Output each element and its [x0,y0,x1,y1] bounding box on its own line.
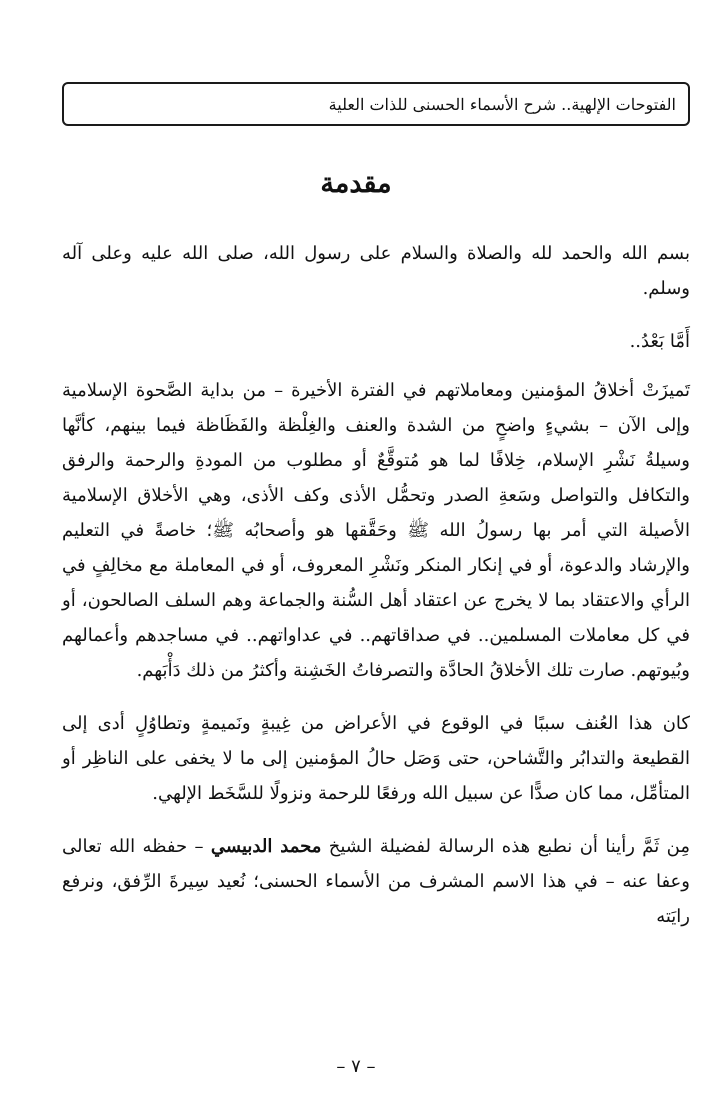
paragraph-2: كان هذا العُنف سببًا في الوقوع في الأعراض من غِيبةٍ ونَميمةٍ وتطاوُلٍ أدى إلى القطيعة والتدابُر والتَّشاحن، حتى وَصَل حالُ المؤمنين إلى ما لا يخفى على الناظِر أو المتأمِّل، مما كان صدًّا عن سبيل الله ورفعًا للرحمة ونزولًا للسَّخَط الإلهي. [62,713,690,804]
paragraph-3 [62,829,690,934]
paragraph-basmala: بسم الله والحمد لله والصلاة والسلام على رسول الله، صلى الله عليه وعلى آله وسلم. [62,243,690,299]
running-header [62,82,690,126]
section-heading: مقدمة [320,168,392,199]
sheikh-name: محمد الدبيسي [210,836,322,857]
paragraph-1: تَميزَتْ أخلاقُ المؤمنين ومعاملاتهم في الفترة الأخيرة – من بداية الصَّحوة الإسلامية وإلى الآن – بشيءٍ واضحٍ من الشدة والعنف والغِلْظة والفَظَاظة فيما بينهم، كأنَّها وسيلةُ نَشْرِ الإسلام، خِلافًا لما هو مُتوقَّعٌ أو مطلوب من المودةِ والرحمة والرفق والتكافل والتواصل وسَعةِ الصدر وتحمُّل الأذى وكف الأذى، وهي الأخلاق الإسلامية الأصيلة التي أمر بها رسولُ الله ﷺ وحَقَّقها هو وأصحابُه ﷺ؛ خاصةً في التعليم والإرشاد والدعوة، أو في إنكار المنكر ونَشْرِ المعروف، أو في المعاملة مع مخالِفٍ في الرأي والاعتقاد بما لا يخرج عن اعتقاد أهل السُّنة والجماعة وهم السلف الصالحون، أو في كل معاملات المسلمين.. في صداقاتهم.. في عداواتهم.. في مساجدهم وأعمالهم وبُيوتهم. صارت تلك الأخلاقُ الحادَّة والتصرفاتُ الخَشِنة وأكثرُ من ذلك دَأْبَهم. [62,380,690,681]
running-header-title: الفتوحات الإلهية.. شرح الأسماء الحسنى للذات العلية [328,94,676,114]
paragraph-3-end: – حفظه الله تعالى وعفا عنه – في هذا الاسم المشرف من الأسماء الحسنى؛ نُعيد سِيرةَ الرِّفق، ونرفع رايَته [62,836,690,927]
body-text [62,236,690,934]
paragraph-amma-baad: أَمَّا بَعْدُ.. [629,331,690,352]
paragraph-3-start: مِن ثَمَّ رأينا أن نطبع هذه الرسالة لفضيلة الشيخ [328,836,690,857]
page-number: – ٧ – [336,1056,376,1077]
